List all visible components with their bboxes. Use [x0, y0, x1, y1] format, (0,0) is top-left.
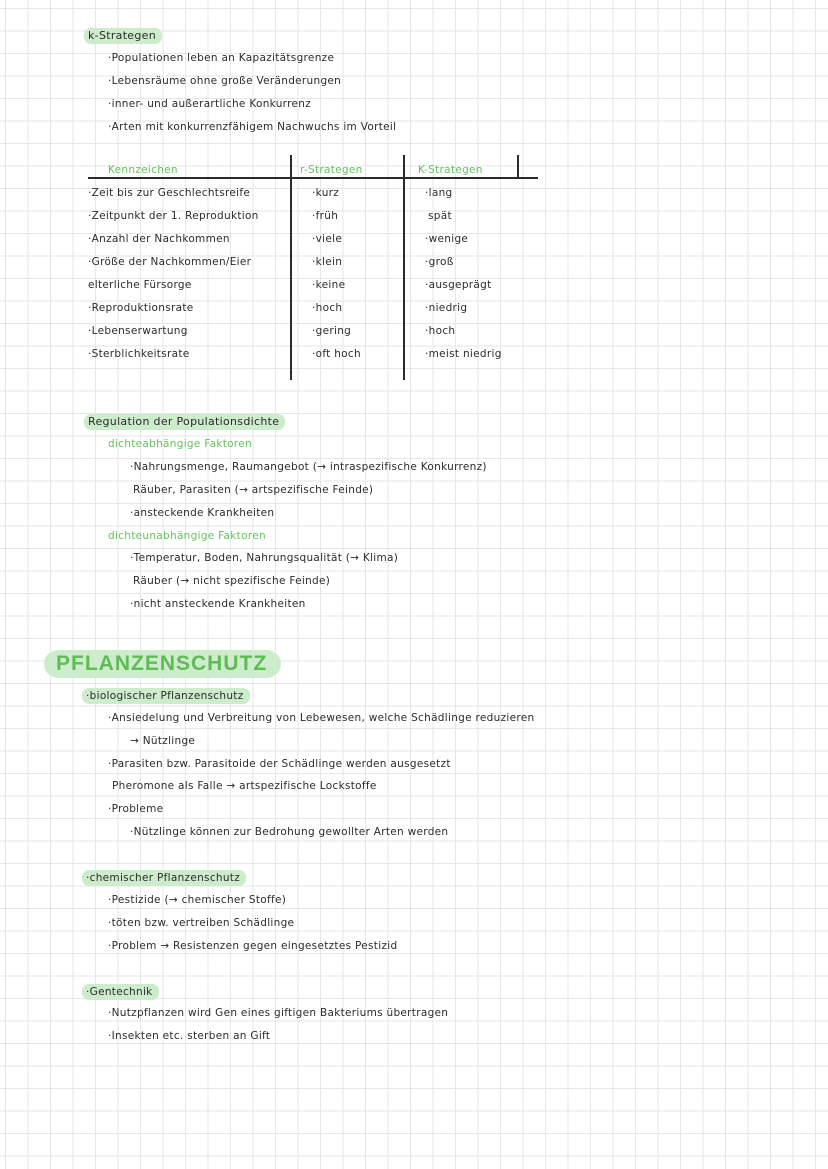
biological-item: ·Probleme: [108, 803, 164, 815]
table-cell: ·Lebenserwartung: [88, 325, 188, 337]
biological-item: Pheromone als Falle → artspezifische Lockstoffe: [112, 780, 377, 792]
table-header-k-strategen: K-Strategen: [418, 164, 483, 176]
chemical-item: ·Pestizide (→ chemischer Stoffe): [108, 894, 287, 906]
table-cell: ·Reproduktionsrate: [88, 302, 194, 314]
table-cell: ·Sterblichkeitsrate: [88, 348, 190, 360]
k-strategen-heading: k-Strategen: [84, 28, 162, 44]
table-cell: ·ausgeprägt: [425, 279, 492, 291]
table-cell: ·wenige: [425, 233, 469, 245]
table-header-divider: [88, 177, 538, 179]
table-cell: ·kurz: [312, 187, 340, 199]
table-cell: ·früh: [312, 210, 339, 222]
table-cell: ·hoch: [312, 302, 343, 314]
table-cell: ·oft hoch: [312, 348, 361, 360]
table-cell: ·Größe der Nachkommen/Eier: [88, 256, 252, 268]
table-header-kennzeichen: Kennzeichen: [108, 164, 178, 176]
gentechnik-item: ·Nutzpflanzen wird Gen eines giftigen Bakteriums übertragen: [108, 1007, 449, 1019]
table-cell: ·keine: [312, 279, 346, 291]
k-strategen-item: ·Lebensräume ohne große Veränderungen: [108, 75, 342, 87]
dependent-factor-item: Räuber, Parasiten (→ artspezifische Feinde): [133, 484, 374, 496]
gentechnik-heading: ·Gentechnik: [82, 984, 159, 1000]
chemical-protection-heading: ·chemischer Pflanzenschutz: [82, 870, 246, 886]
biological-item: ·Nützlinge können zur Bedrohung gewollter Arten werden: [130, 826, 449, 838]
table-cell: ·viele: [312, 233, 343, 245]
table-cell: spät: [428, 210, 452, 222]
table-cell: ·groß: [425, 256, 454, 268]
gentechnik-item: ·Insekten etc. sterben an Gift: [108, 1030, 271, 1042]
table-cell: ·niedrig: [425, 302, 468, 314]
biological-protection-heading: ·biologischer Pflanzenschutz: [82, 688, 250, 704]
chemical-item: ·Problem → Resistenzen gegen eingesetztes Pestizid: [108, 940, 398, 952]
table-cell: ·lang: [425, 187, 453, 199]
table-cell: ·hoch: [425, 325, 456, 337]
table-cell: ·meist niedrig: [425, 348, 502, 360]
table-column-divider: [290, 155, 292, 380]
independent-factors-label: dichteunabhängige Faktoren: [108, 530, 266, 542]
table-column-divider: [403, 155, 405, 380]
biological-item: → Nützlinge: [130, 735, 196, 747]
biological-item: ·Ansiedelung und Verbreitung von Lebewesen, welche Schädlinge reduzieren: [108, 712, 535, 724]
table-cell: ·Zeitpunkt der 1. Reproduktion: [88, 210, 259, 222]
pflanzenschutz-title: PFLANZENSCHUTZ: [44, 650, 281, 678]
table-header-r-strategen: r-Strategen: [300, 164, 363, 176]
table-cell: ·klein: [312, 256, 343, 268]
dependent-factor-item: ·Nahrungsmenge, Raumangebot (→ intraspezifische Konkurrenz): [130, 461, 487, 473]
table-cell: ·gering: [312, 325, 352, 337]
dependent-factors-label: dichteabhängige Faktoren: [108, 438, 253, 450]
biological-item: ·Parasiten bzw. Parasitoide der Schädlinge werden ausgesetzt: [108, 758, 451, 770]
chemical-item: ·töten bzw. vertreiben Schädlinge: [108, 917, 295, 929]
k-strategen-item: ·Arten mit konkurrenzfähigem Nachwuchs im Vorteil: [108, 121, 397, 133]
dependent-factor-item: ·ansteckende Krankheiten: [130, 507, 275, 519]
table-cell: elterliche Fürsorge: [88, 279, 192, 291]
regulation-heading: Regulation der Populationsdichte: [84, 414, 285, 430]
table-cell: ·Anzahl der Nachkommen: [88, 233, 230, 245]
k-strategen-item: ·inner- und außerartliche Konkurrenz: [108, 98, 312, 110]
independent-factor-item: ·Temperatur, Boden, Nahrungsqualität (→ Klima): [130, 552, 399, 564]
independent-factor-item: Räuber (→ nicht spezifische Feinde): [133, 575, 331, 587]
k-strategen-item: ·Populationen leben an Kapazitätsgrenze: [108, 52, 335, 64]
independent-factor-item: ·nicht ansteckende Krankheiten: [130, 598, 306, 610]
table-cell: ·Zeit bis zur Geschlechtsreife: [88, 187, 251, 199]
table-column-divider: [517, 155, 519, 177]
